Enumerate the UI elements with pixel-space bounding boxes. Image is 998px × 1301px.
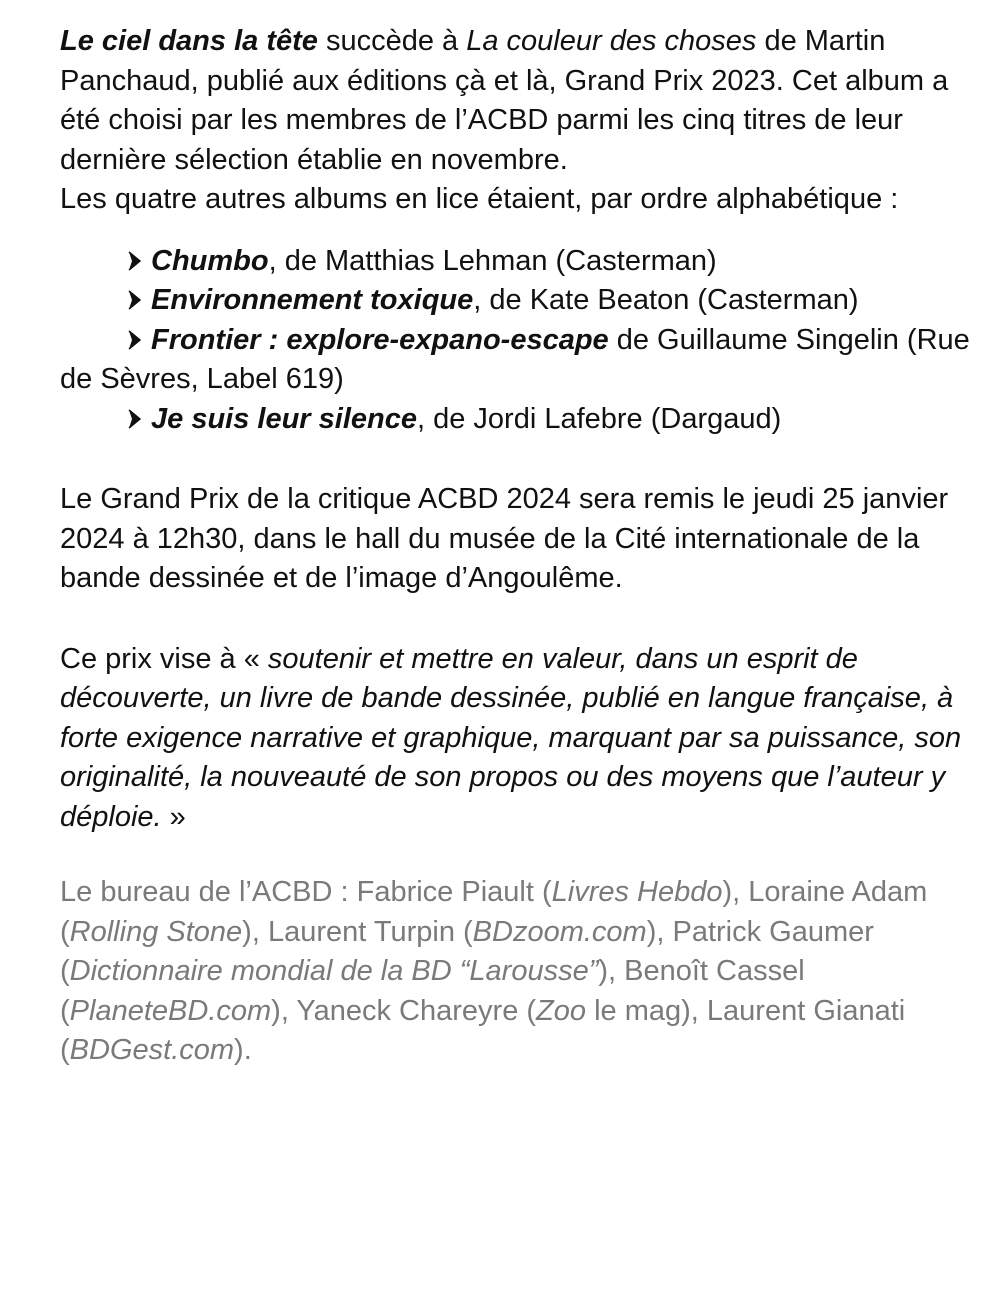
nominees-list xyxy=(60,242,980,440)
nominee-title: Je suis leur silence xyxy=(151,402,417,435)
media-name: BDGest.com xyxy=(69,1034,235,1066)
arrow-bullet-icon xyxy=(128,290,141,310)
winner-title: Le ciel dans la tête xyxy=(60,25,318,57)
media-name: Zoo xyxy=(536,994,587,1027)
nominee-title: Frontier : explore-expano-escape xyxy=(151,323,609,356)
media-name: BDzoom.com xyxy=(472,915,647,948)
arrow-bullet-icon xyxy=(128,409,141,429)
media-name: Dictionnaire mondial de la BD “Larousse” xyxy=(69,955,599,987)
arrow-bullet-icon xyxy=(128,330,141,350)
acbd-bureau-credits: Le bureau de l’ACBD : Fabrice Piault (Livres Hebdo), Loraine Adam (Rolling Stone), Laurent Turpin (BDzoom.com), Patrick Gaumer (Dictionnaire mondial de la BD “Larousse”), Benoît Cassel (PlaneteBD.com), Yaneck Chareyre (Zoo le mag), Laurent Gianati (BDGest.com). xyxy=(60,876,928,1066)
media-name: Livres Hebdo xyxy=(551,876,723,908)
article-body xyxy=(60,22,980,1071)
media-name: PlaneteBD.com xyxy=(69,994,272,1027)
nominee-title: Chumbo xyxy=(151,244,269,277)
arrow-bullet-icon xyxy=(128,251,141,271)
ceremony-paragraph: Le Grand Prix de la critique ACBD 2024 sera remis le jeudi 25 janvier 2024 à 12h30, dans le hall du musée de la Cité internationale de la bande dessinée et de l’image d’Angoulême. xyxy=(60,483,949,594)
nominee-item: Environnement toxique, de Kate Beaton (Casterman) xyxy=(60,281,980,321)
nominees-intro: Les quatre autres albums en lice étaient, par ordre alphabétique : xyxy=(60,183,899,215)
prize-paragraph: Ce prix vise à « soutenir et mettre en valeur, dans un esprit de découverte, un livre de bande dessinée, publié en langue française, à forte exigence narrative et graphique, marquant par sa puissance, son originalité, la nouveauté de son propos ou des moyens que l’auteur y déploie. » xyxy=(60,642,962,833)
nominee-title: Environnement toxique xyxy=(151,284,474,316)
nominee-item: Chumbo, de Matthias Lehman (Casterman) xyxy=(60,242,980,282)
previous-winner-title: La couleur des choses xyxy=(466,25,757,57)
media-name: Rolling Stone xyxy=(69,915,243,948)
prize-quote: soutenir et mettre en valeur, dans un esprit de découverte, un livre de bande dessinée, publié en langue française, à forte exigence narrative et graphique, marquant par sa puissance, son originalité, la nouveauté de son propos ou des moyens que l’auteur y déploie. xyxy=(60,642,962,833)
nominee-item: Frontier : explore-expano-escape de Guillaume Singelin (Rue de Sèvres, Label 619) xyxy=(60,323,970,395)
intro-paragraph: Le ciel dans la tête succède à La couleur des choses de Martin Panchaud, publié aux éditions çà et là, Grand Prix 2023. Cet album a été choisi par les membres de l’ACBD parmi les cinq titres de leur dernière sélection établie en novembre. xyxy=(60,25,949,176)
nominee-item: Je suis leur silence, de Jordi Lafebre (Dargaud) xyxy=(60,400,980,440)
